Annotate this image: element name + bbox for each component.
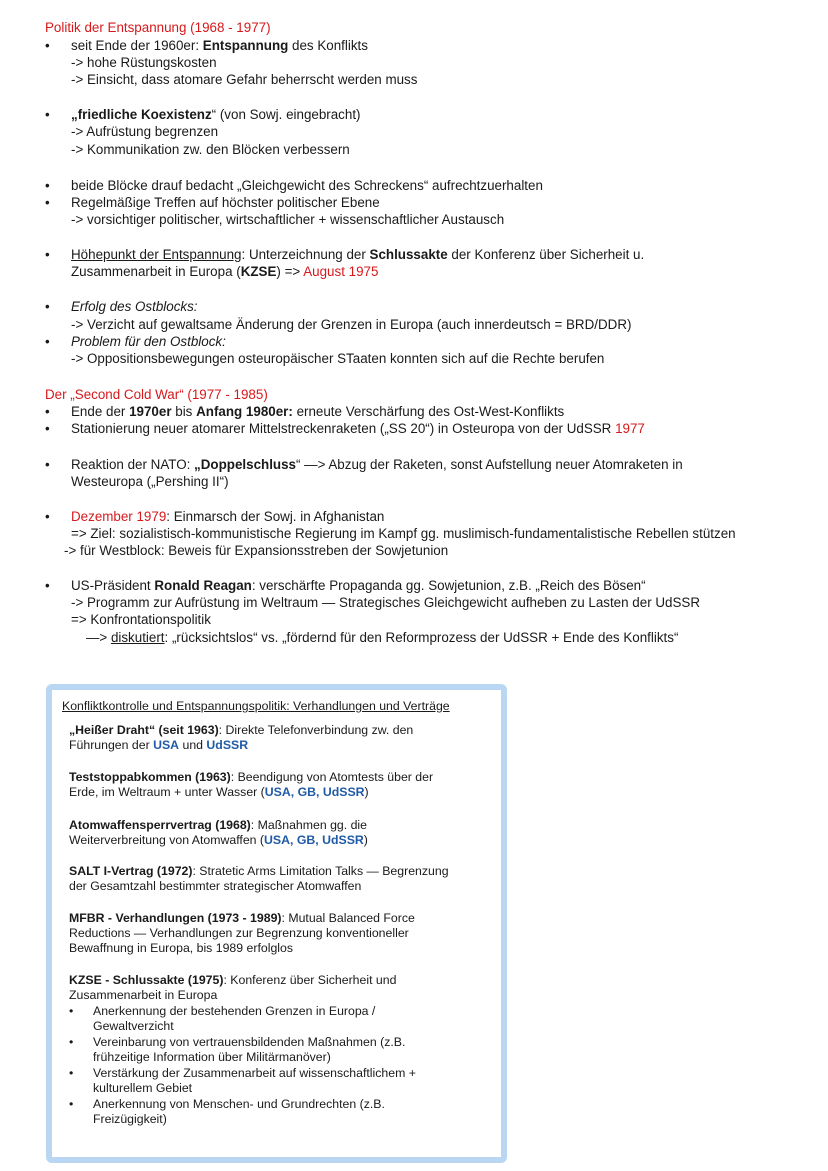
treaty-entry: Atomwaffensperrvertrag (1968): Maßnahmen gg. die xyxy=(69,818,367,832)
section-title-entspannung: Politik der Entspannung (1968 - 1977) xyxy=(45,20,271,35)
treaty-entry-continued: der Gesamtzahl bestimmter strategischer Atomwaffen xyxy=(69,879,362,893)
sub-item: -> Verzicht auf gewaltsame Änderung der Grenzen in Europa (auch innerdeutsch = BRD/DDR) xyxy=(71,317,632,332)
treaty-entry-continued: Weiterverbreitung von Atomwaffen (USA, GB, UdSSR) xyxy=(69,833,368,847)
sub-item: -> Programm zur Aufrüstung im Weltraum — Strategisches Gleichgewicht aufheben zu Lasten der UdSSR xyxy=(71,595,701,610)
list-item-continued: Zusammenarbeit in Europa (KZSE) => August 1975 xyxy=(71,264,379,279)
treaty-entry: Teststoppabkommen (1963): Beendigung von Atomtests über der xyxy=(69,770,434,784)
list-item-continued: kulturellem Gebiet xyxy=(93,1081,193,1095)
sub-item: -> für Westblock: Beweis für Expansionsstreben der Sowjetunion xyxy=(64,543,449,558)
sub-item: -> Aufrüstung begrenzen xyxy=(71,124,219,139)
sub-item: -> Kommunikation zw. den Blöcken verbessern xyxy=(71,142,350,157)
sub-item: —> diskutiert: „rücksichtslos“ vs. „fördernd für den Reformprozess der UdSSR + Ende des Konflikts“ xyxy=(86,630,679,645)
treaty-entry: SALT I-Vertrag (1972): Stratetic Arms Limitation Talks — Begrenzung xyxy=(69,864,449,878)
sub-item: -> Oppositionsbewegungen osteuropäischer STaaten konnten sich auf die Rechte berufen xyxy=(71,351,605,366)
list-item-continued: Freizügigkeit) xyxy=(93,1112,167,1126)
treaty-entry: MFBR - Verhandlungen (1973 - 1989): Mutual Balanced Force xyxy=(69,911,415,925)
list-item-continued: frühzeitige Information über Militärmanöver) xyxy=(93,1050,331,1064)
sub-item: -> vorsichtiger politischer, wirtschaftlicher + wissenschaftlicher Austausch xyxy=(71,212,505,227)
box-title: Konfliktkontrolle und Entspannungspolitik: Verhandlungen und Verträge xyxy=(62,699,450,713)
list-item-continued: Gewaltverzicht xyxy=(93,1019,174,1033)
treaty-entry-continued: Reductions — Verhandlungen zur Begrenzung konventioneller xyxy=(69,926,409,940)
sub-item: -> hohe Rüstungskosten xyxy=(71,55,217,70)
treaty-entry: KZSE - Schlussakte (1975): Konferenz über Sicherheit und xyxy=(69,973,397,987)
treaty-entry-continued: Erde, im Weltraum + unter Wasser (USA, GB, UdSSR) xyxy=(69,785,369,799)
treaty-entry-continued: Führungen der USA und UdSSR xyxy=(69,738,249,752)
document-page: Politik der Entspannung (1968 - 1977) • seit Ende der 1960er: Entspannung des Konflikts -> hohe Rüstungskosten -> Einsicht, dass atomare Gefahr beherrscht werden muss • „friedliche Koexistenz“ (von Sowj. eingebracht) -> Aufrüstung begrenzen -> Kommunikation zw. den Blöcken verbessern • beide Blöcke drauf bedacht „Gleichgewicht des Schreckens“ aufrechtzuerhalten • Regelmäßige Treffen auf höchster politischer Ebene -> vorsichtiger politischer, wirtschaftlicher + wissenschaftlicher Austausch • Höhepunkt der Entspannung: Unterzeichnung der Schlussakte der Konferenz über Sicherheit u. Zusammenarbeit in Europa (KZSE) => August 1975 • Erfolg des Ostblocks: -> Verzicht auf gewaltsame Änderung der Grenzen in Europa (auch innerdeutsch = BRD/DDR) • Problem für den Ostblock: -> Oppositionsbewegungen osteuropäischer STaaten konnten sich auf die Rechte berufen Der „Second Cold War“ (1977 - 1985) • Ende der 1970er bis Anfang 1980er: erneute Verschärfung des Ost-West-Konflikts • Stationierung neuer atomarer Mittelstreckenraketen („SS 20“) in Osteuropa von der UdSSR 1977 • Reaktion der NATO: „Doppelschluss“ —> Abzug der Raketen, sonst Aufstellung neuer Atomraketen in Westeuropa („Pershing II“) • Dezember 1979: Einmarsch der Sowj. in Afghanistan => Ziel: sozialistisch-kommunistische Regierung im Kampf gg. muslimisch-fundamentalistische Rebellen stützen -> für Westblock: Beweis für Expansionsstreben der Sowjetunion • US-Präsident Ronald Reagan: verschärfte Propaganda gg. Sowjetunion, z.B. „Reich des Bösen“ -> Programm zur Aufrüstung im Weltraum — Strategisches Gleichgewicht aufheben zu Lasten der UdSSR => Konfrontationspolitik —> diskutiert: „rücksichtslos“ vs. „fördernd für den Reformprozess der UdSSR + Ende des Konflikts“ Konfliktkontrolle und Entspannungspolitik: Verhandlungen und Verträge „Heißer Draht“ (seit 1963): Direkte Telefonverbindung zw. den Führungen der USA und UdSSR Teststoppabkommen (1963): Beendigung von Atomtests über der Erde, im Weltraum + unter Wasser (USA, GB, UdSSR) Atomwaffensperrvertrag (1968): Maßnahmen gg. die Weiterverbreitung von Atomwaffen (USA, GB, UdSSR) SALT I-Vertrag (1972): Stratetic Arms Limitation Talks — Begrenzung der Gesamtzahl bestimmter strategischer Atomwaffen MFBR - Verhandlungen (1973 - 1989): Mutual Balanced Force Reductions — Verhandlungen zur Begrenzung konventioneller Bewaffnung in Europa, bis 1989 erfolglos KZSE - Schlussakte (1975): Konferenz über Sicherheit und Zusammenarbeit in Europa • Anerkennung der bestehenden Grenzen in Europa / Gewaltverzicht • Vereinbarung von vertrauensbildenden Maßnahmen (z.B. frühzeitige Information über Militärmanöver) • Verstärkung der Zusammenarbeit auf wissenschaftlichem + kulturellem Gebiet • Anerkennung von Menschen- und Grundrechten (z.B. Freizügigkeit) xyxy=(0,0,828,1171)
sub-item: -> Einsicht, dass atomare Gefahr beherrscht werden muss xyxy=(71,72,418,87)
treaty-entry: „Heißer Draht“ (seit 1963): Direkte Telefonverbindung zw. den xyxy=(69,723,414,737)
sub-item: => Ziel: sozialistisch-kommunistische Regierung im Kampf gg. muslimisch-fundamentalistische Rebellen stützen xyxy=(71,526,736,541)
treaty-entry-continued: Zusammenarbeit in Europa xyxy=(69,988,218,1002)
list-item-continued: Westeuropa („Pershing II“) xyxy=(71,474,229,489)
sub-item: => Konfrontationspolitik xyxy=(71,612,211,627)
treaty-entry-continued: Bewaffnung in Europa, bis 1989 erfolglos xyxy=(69,941,294,955)
section-title-second-cold-war: Der „Second Cold War“ (1977 - 1985) xyxy=(45,387,268,402)
